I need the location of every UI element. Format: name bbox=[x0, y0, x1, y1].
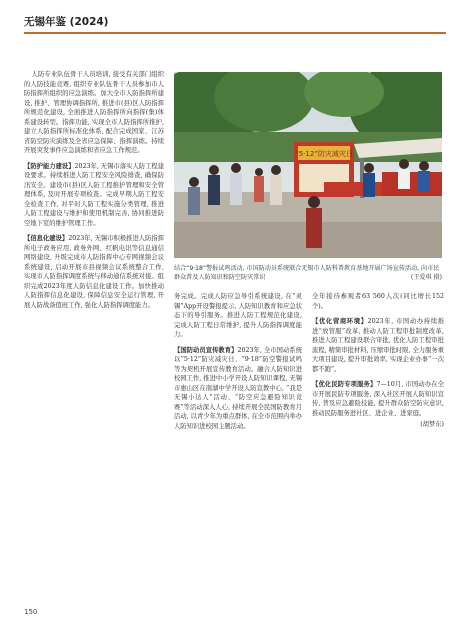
section-informatization bbox=[24, 234, 164, 310]
middle-column bbox=[174, 292, 302, 431]
left-top-paragraph: 人防专业队伍骨干人员培训, 接受有关部门组织的人防技能竞赛, 组织专业队伍骨干人员参加市人防指挥所组织的应急演练。加大全市人防指挥所建设, 推护、管理协调指挥所, 推进市(县)区人防指挥所规范化建设, 全面推进人防指挥所向指挥(集)体系建设转型。指挥功能, 实现全市人防指挥所推护, 建立人防指挥所标准化体系, 配合完成国家、江苏省防空防灾演练及全省应急保障、指挥演练。持续开展突发事件应急演练和省应急工作规范。 bbox=[24, 71, 164, 154]
section-defense-capability bbox=[24, 162, 164, 229]
header-rule bbox=[24, 32, 446, 34]
caption-text: 结合“9·18”警报试鸣活动, 市国防动员系统联合无锡市人防科普教育基地开展广场宣传活动, 向市民群众普及人防知识和防空防灾常识 bbox=[174, 265, 440, 281]
section-text: 2023年, 市国动办持续推进“放管服”改革, 推动人防工程审批制度改革, 推进人防工程建设联合审批, 优化人防工程审批流程, 精简审批材料, 压缩审批时限, 全力服务重大项目建设, 提升审批效率, 实现企业办事“一次都不跑”。 bbox=[312, 318, 444, 373]
left-column bbox=[24, 70, 164, 310]
section-text: 2023年, 无锡市积极推进人防指挥所电子政务应用, 政务外网、红帆电讯等信息通信网络建设, 升级完成市人防指挥中心专网视频会议系统建设, 启动开展市县视频会议系统整合工作, 实现市人防指挥调度系统与移动通信系统对接。组织完成2023年度人防信息化建设工作。加快推动人防指挥信息化建设, 保障信息安全运行管理, 开展人防战备值班工作, 强化人防指挥调度能力。 bbox=[24, 235, 165, 309]
event-photo bbox=[174, 72, 442, 258]
middle-top-paragraph: 务完成。完成人防应急导引系统建设, 在“灵锡”App开设警报提示, 人防知识教育和应急状态下的导引服务。推进人防工程规范化建设, 完成人防工程日常维护, 提升人防指挥调度能力。 bbox=[174, 293, 302, 338]
section-title: 【优化营商环境】 bbox=[312, 318, 368, 325]
section-title: 【防护能力建设】 bbox=[24, 162, 75, 170]
page-number: 150 bbox=[24, 608, 38, 616]
section-text: 2023年, 全市国动系统以“5·12”防灾减灾日、“9·18”防空警报试鸣等为契机开展宣传教育活动。融合人防知识进校园工作, 推进中小学开设人防知识课程, 无锡市惠山区在南湖中学开设人防宣教中心, “我是无锡小达人”活动、“防空应急避险知识竞赛”等活动深入人心, 持续开展全民国防教育月活动, 以青少年为重点群体, 在全市范围内举办人防知识进校园主题活动。 bbox=[174, 346, 303, 430]
caption-credit: (王爱琪 摄) bbox=[410, 274, 442, 281]
photo-caption bbox=[174, 264, 442, 282]
section-defense-education bbox=[174, 346, 302, 432]
section-text: 2023年, 无锡市落实人防工程建设要求。持续推进人防工程安全风险排查, 确保防汛安全。建设市(县)区人防工程推护管理和安全管理体系, 及时开展专项检查。完成早期人防工程安全检查工作, 对平时人防工程实施分类管理, 推进人防工程建设与维护和使用机制完善, 协同推进防空地下室的维护管理工作。 bbox=[24, 162, 165, 227]
section-title: 【国防动员宣传教育】 bbox=[174, 346, 238, 354]
section-title: 【优化民防专项服务】 bbox=[312, 381, 377, 388]
page-header-title: 无锡年鉴 (2024) bbox=[24, 16, 109, 28]
section-text: 7—10月, 市国动办在全市开展民防专项服务, 深入社区开展人防知识宣传, 普及应急避险技能, 提升群众防空防灾意识, 推动民防服务进社区、进企业、进家庭。 bbox=[312, 381, 445, 417]
section-business-environment bbox=[312, 317, 444, 374]
right-top-paragraph: 全年接待参观者63 560人次(同比增长152个)。 bbox=[312, 293, 444, 310]
section-civil-defense-service bbox=[312, 380, 444, 418]
section-credit: (胡梦东) bbox=[420, 421, 444, 428]
right-column bbox=[312, 292, 444, 430]
section-title: 【信息化建设】 bbox=[24, 235, 69, 242]
banner-text: “5·12”防灾减灾日 bbox=[295, 150, 353, 158]
